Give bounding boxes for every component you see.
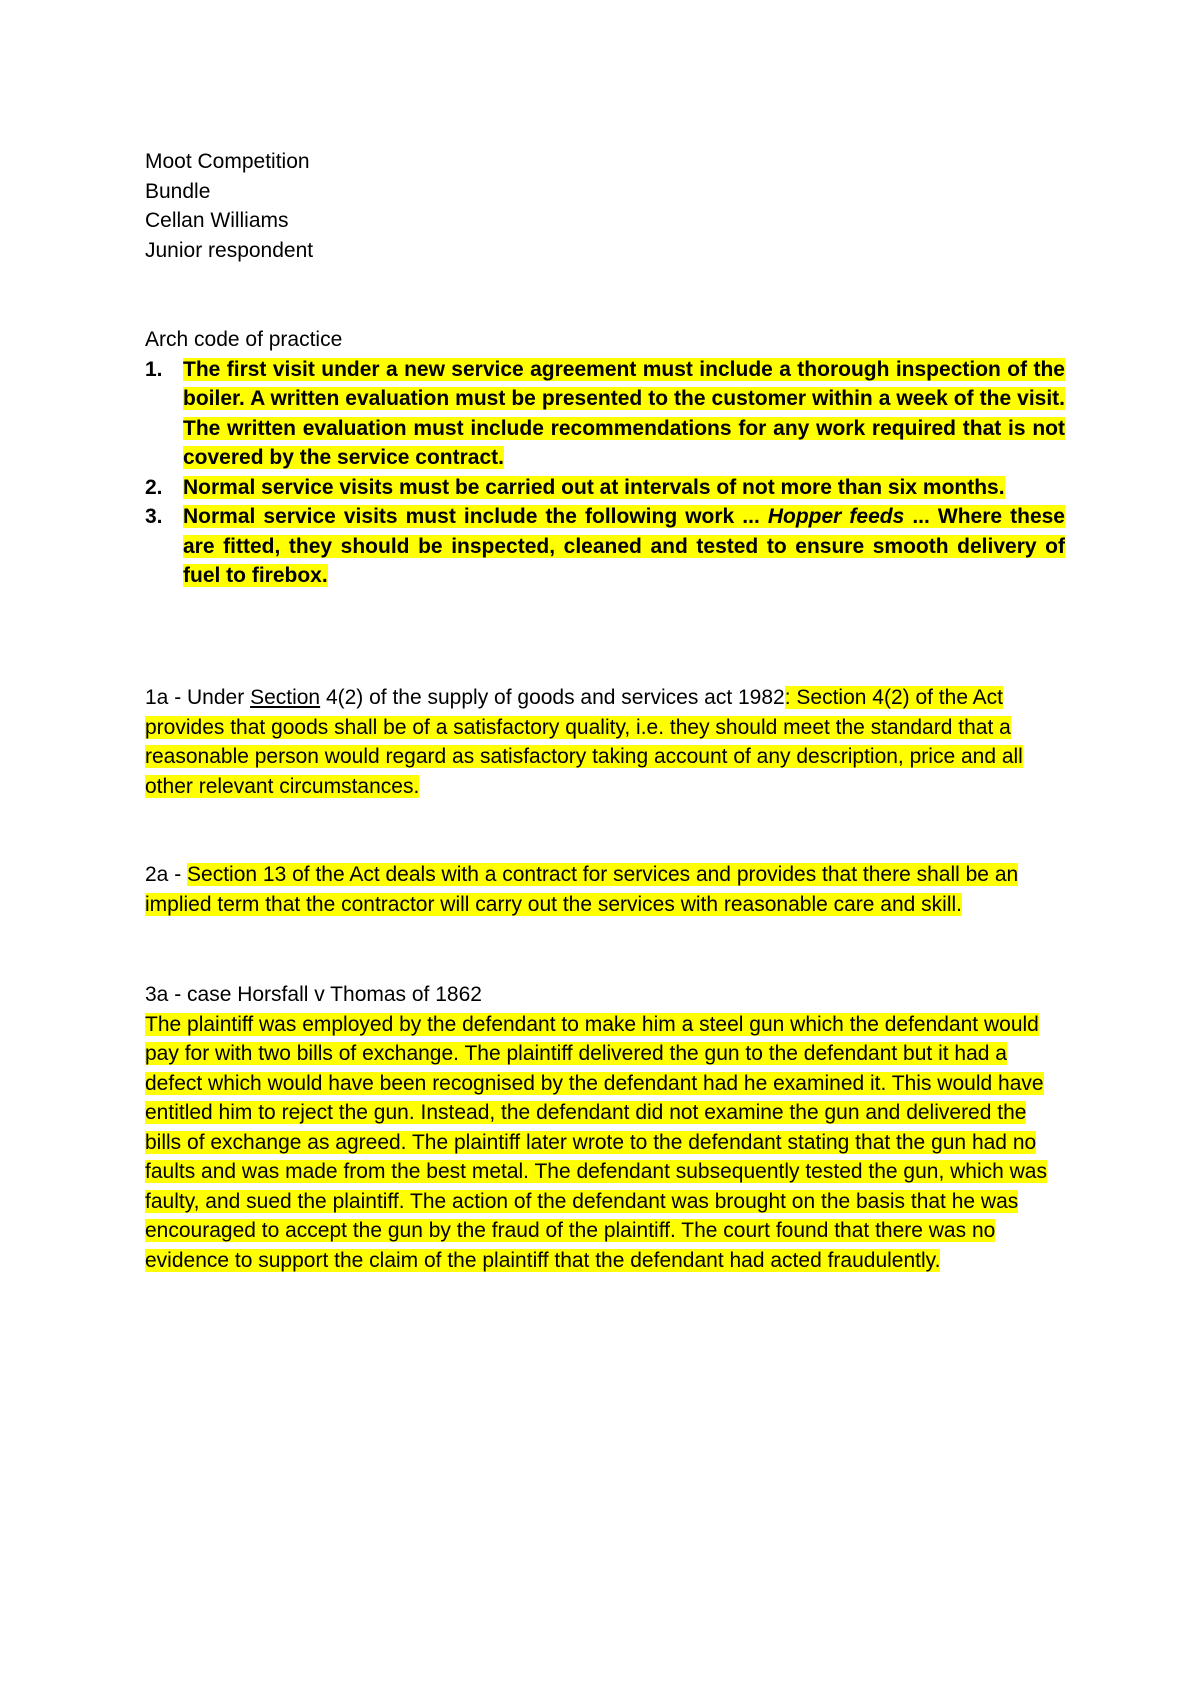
section-1a bbox=[145, 683, 1060, 801]
document-header bbox=[145, 147, 845, 265]
list-item-text bbox=[183, 505, 1065, 587]
section-1a-middle: 4(2) of the supply of goods and services act 1982 bbox=[320, 686, 785, 709]
header-author: Cellan Williams bbox=[145, 209, 289, 232]
list-item-text-italic: Hopper feeds bbox=[767, 505, 905, 528]
arch-code-section bbox=[145, 325, 1065, 591]
header-title: Moot Competition bbox=[145, 150, 310, 173]
list-item-text-after: ... Where these are fitted, they should be inspected, cleaned and tested to ensure smooth delivery of fuel to firebox. bbox=[183, 505, 1065, 587]
section-2a-prefix: 2a - bbox=[145, 863, 188, 886]
section-1a-underlined: Section bbox=[250, 686, 321, 709]
section-3a-heading: 3a - case Horsfall v Thomas of 1862 bbox=[145, 983, 482, 1006]
list-item-text: The first visit under a new service agreement must include a thorough inspection of the boiler. A written evaluation must be presented to the customer within a week of the visit. The written evaluation must include recommendations for any work required that is not covered by the service contract. bbox=[183, 357, 1065, 469]
section-1a-highlighted: : Section 4(2) of the Act provides that goods shall be of a satisfactory quality, i.e. they should meet the standard that a reasonable person would regard as satisfactory taking account of any description, price and all other relevant circumstances. bbox=[145, 686, 1023, 798]
list-item bbox=[145, 473, 1065, 503]
arch-code-list bbox=[145, 355, 1065, 591]
list-item-number: 2. bbox=[145, 475, 163, 499]
section-1a-prefix: 1a - Under bbox=[145, 686, 251, 709]
section-2a bbox=[145, 860, 1050, 919]
list-item-number: 1. bbox=[145, 357, 163, 381]
list-item-number: 3. bbox=[145, 505, 163, 528]
list-item bbox=[145, 355, 1065, 473]
section-3a bbox=[145, 980, 1060, 1275]
section-3a-highlighted: The plaintiff was employed by the defendant to make him a steel gun which the defendant would pay for with two bills of exchange. The plaintiff delivered the gun to the defendant but it had a defect which would have been recognised by the defendant had he examined it. This would have entitled him to reject the gun. Instead, the defendant did not examine the gun and delivered the bills of exchange as agreed. The plaintiff later wrote to the defendant stating that the gun had no faults and was made from the best metal. The defendant subsequently tested the gun, which was faulty, and sued the plaintiff. The action of the defendant was brought on the basis that he was encouraged to accept the gun by the fraud of the plaintiff. The court found that there was no evidence to support the claim of the plaintiff that the defendant had acted fraudulently. bbox=[145, 1012, 1047, 1272]
header-role: Junior respondent bbox=[145, 238, 314, 262]
list-item bbox=[145, 502, 1065, 591]
list-item-text: Normal service visits must be carried out at intervals of not more than six months. bbox=[183, 475, 1005, 499]
section-2a-highlighted: Section 13 of the Act deals with a contract for services and provides that there shall be an implied term that the contractor will carry out the services with reasonable care and skill. bbox=[145, 863, 1019, 916]
header-subtitle: Bundle bbox=[145, 179, 211, 203]
arch-code-title: Arch code of practice bbox=[145, 328, 343, 351]
list-item-text-before: Normal service visits must include the following work ... bbox=[183, 505, 768, 528]
